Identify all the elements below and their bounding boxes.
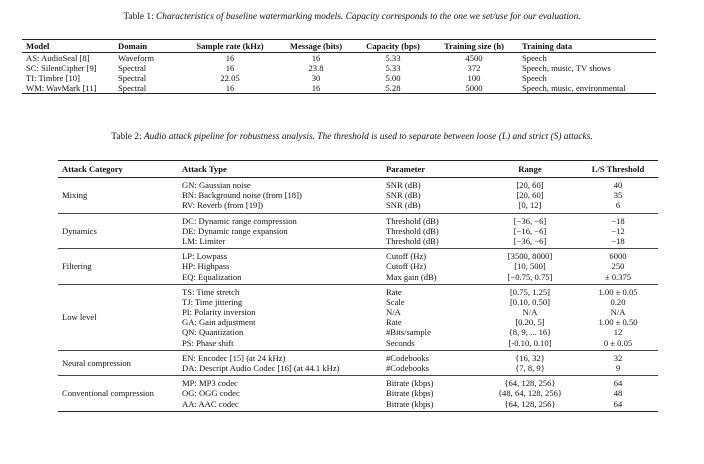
table2-cell-line: Max gain (dB) <box>386 271 437 282</box>
table2-cell-line: HP: Highpass <box>182 261 230 272</box>
table2-cell-line: 6000 <box>609 251 627 262</box>
table1-cell: 5.00 <box>385 73 401 83</box>
table1-cell: 372 <box>467 63 481 73</box>
table2-cell-line: [−16, −6] <box>513 225 547 236</box>
table2-cell <box>578 284 658 350</box>
table2-cell <box>482 249 578 285</box>
table2-cell-line: 12 <box>613 327 623 338</box>
table2-cell-line: 48 <box>613 388 623 399</box>
table2-cell-line: {16, 32} <box>515 352 545 363</box>
table1-cell: 4500 <box>465 53 483 63</box>
table2-cell-line: [0.75, 1.25] <box>509 286 551 297</box>
table2-cell-line: [20, 60] <box>516 180 544 190</box>
table2-cell-line: [−0.75, 0.75] <box>507 271 553 282</box>
table1-cell: Speech <box>522 73 547 83</box>
table2-cell-line: 32 <box>613 352 623 363</box>
table2-cell-line: 250 <box>611 261 625 272</box>
table2-cell-line: [10, 500] <box>514 261 546 272</box>
table2-cell <box>578 350 658 375</box>
table1-cell: Speech, music, TV shows <box>522 63 611 73</box>
table1-cell: 22.05 <box>220 73 240 83</box>
table2-cell-line: [0.10, 0.50] <box>509 296 551 307</box>
table2-cell-line: Scale <box>386 296 405 307</box>
table2-cell-line: OG: OGG codec <box>182 388 240 399</box>
table1-header-cell: Capacity (bps) <box>356 40 430 53</box>
table2-cell-line: {8, 9, ... 16} <box>508 327 552 338</box>
table2-cell <box>178 284 382 350</box>
table2-caption-label: Table 2: <box>111 132 142 142</box>
table2-cell-line: Seconds <box>386 337 415 348</box>
table2-cell-line: 6 <box>615 200 621 211</box>
table2-cell-line: DC: Dynamic range compression <box>182 215 297 226</box>
table2-cell-line: SNR (dB) <box>386 180 421 190</box>
table2-cell-line: 0 ± 0.05 <box>603 337 633 348</box>
table2-cell-line: Bitrate (kbps) <box>386 378 434 389</box>
table1-cell: TI: Timbre [10] <box>26 73 80 83</box>
table2-cell-line: Threshold (dB) <box>386 235 439 246</box>
table2-cell-line: Bitrate (kbps) <box>386 388 434 399</box>
table1-body <box>22 53 656 94</box>
table1-cell: Speech <box>522 53 547 63</box>
table2-cell-line: N/A <box>386 307 401 318</box>
table2-cell-line: Cutoff (Hz) <box>386 251 427 262</box>
table2-header-cell: Parameter <box>382 161 482 178</box>
table2-cell-line: #Codebooks <box>386 363 429 373</box>
table2-cell-line: 9 <box>615 363 621 373</box>
table-row <box>58 178 658 214</box>
table2-header-cell: Attack Type <box>178 161 382 178</box>
table1-cell: Spectral <box>118 63 147 73</box>
table2-cell-line: −12 <box>611 225 625 236</box>
table2-cell-line: SNR (dB) <box>386 200 421 211</box>
table2-cell-line: BN: Background noise (from [18]) <box>182 190 302 201</box>
table2-cell-line: Cutoff (Hz) <box>386 261 427 272</box>
table2-cell-line: TJ: Time jittering <box>182 296 243 307</box>
table2-cell-line: [0, 12] <box>518 200 542 211</box>
table2-cell-line: GN: Gaussian noise <box>182 180 251 190</box>
table1-cell: AS: AudioSeal [8] <box>26 53 90 63</box>
table1-cell: 16 <box>276 83 356 94</box>
table2-cell-line: Threshold (dB) <box>386 215 439 226</box>
table1-caption-text: Characteristics of baseline watermarking models. Capacity corresponds to the one we set/use for our evaluation. <box>156 12 581 22</box>
table2-cell-line: {64, 128, 256} <box>504 378 556 389</box>
table2-cell <box>578 178 658 214</box>
table2-cell-line: #Bits/sample <box>386 327 431 338</box>
table2-cell <box>178 376 382 412</box>
table2-cell <box>482 213 578 249</box>
table1-cell: 100 <box>467 73 481 83</box>
table1-cell: 16 <box>225 63 235 73</box>
table2-cell-line: 1.00 ± 0.05 <box>598 286 638 297</box>
attack-category: Conventional compression <box>58 376 178 412</box>
table-row <box>22 83 656 94</box>
table1-header-cell: Sample rate (kHz) <box>184 40 276 53</box>
table2-cell-line: EQ: Equalization <box>182 271 242 282</box>
table2-cell <box>482 284 578 350</box>
table1-cell: Spectral <box>118 73 147 83</box>
table-row <box>22 63 656 73</box>
table1-cell: 5.28 <box>356 83 430 94</box>
table-row <box>58 213 658 249</box>
table1-header-cell: Domain <box>114 40 184 53</box>
table2-cell-line: ± 0.375 <box>604 271 632 282</box>
table2-header-cell: Range <box>482 161 578 178</box>
attack-category: Dynamics <box>58 213 178 249</box>
table2-cell-line: −18 <box>611 235 625 246</box>
table2-caption-text: Audio attack pipeline for robustness analysis. The threshold is used to separate between loose (L) and strict (S) attacks. <box>143 132 593 142</box>
table2-header-cell: Attack Category <box>58 161 178 178</box>
table2-cell-line: [-0.10, 0.10] <box>508 337 552 348</box>
table2-cell <box>178 213 382 249</box>
table1-cell: SC: SilentCipher [9] <box>26 63 97 73</box>
table2-cell-line: Threshold (dB) <box>386 225 439 236</box>
table1-cell: 5.33 <box>385 63 401 73</box>
table1-cell: Waveform <box>118 53 155 63</box>
table1-header-cell: Message (bits) <box>276 40 356 53</box>
table2-cell-line: Bitrate (kbps) <box>386 398 434 409</box>
table2-cell-line: PS: Phase shift <box>182 337 234 348</box>
table2-cell-line: 64 <box>613 398 623 409</box>
table2-body <box>58 178 658 412</box>
table2 <box>58 160 658 412</box>
attack-category: Low level <box>58 284 178 350</box>
table1-cell: 30 <box>311 73 321 83</box>
table1-header-cell: Model <box>22 40 114 53</box>
table-row <box>22 53 656 64</box>
table2-cell-line: [0.20, 5] <box>515 317 545 328</box>
attack-category: Mixing <box>58 178 178 214</box>
table2-cell-line: −18 <box>611 215 625 226</box>
table2-cell-line: GA: Gain adjustment <box>182 317 256 328</box>
table1-caption-label: Table 1: <box>123 12 154 22</box>
table-row <box>58 350 658 375</box>
table2-cell <box>482 376 578 412</box>
table2-header-cell: L/S Threshold <box>578 161 658 178</box>
table1-cell: 16 <box>225 53 235 63</box>
table2-cell-line: LP: Lowpass <box>182 251 228 262</box>
table2-cell-line: LM: Limiter <box>182 235 226 246</box>
table2-cell-line: Rate <box>386 317 402 328</box>
table2-cell <box>578 249 658 285</box>
table2-cell <box>482 178 578 214</box>
table2-cell <box>382 284 482 350</box>
table-row <box>22 73 656 83</box>
table2-cell <box>178 350 382 375</box>
table2-cell <box>382 178 482 214</box>
table2-cell-line: [−36, −6] <box>513 235 547 246</box>
table2-cell <box>482 350 578 375</box>
table1-cell: WM: WavMark [11] <box>22 83 114 94</box>
table2-cell-line: AA: AAC codec <box>182 398 239 409</box>
table2-cell-line: DA: Descript Audio Codec [16] (at 44.1 kHz) <box>182 363 340 373</box>
table-row <box>58 284 658 350</box>
table1-caption <box>0 12 704 22</box>
table2-cell <box>578 213 658 249</box>
table2-cell-line: #Codebooks <box>386 352 429 363</box>
table2-cell-line: MP: MP3 codec <box>182 378 238 389</box>
table2-cell-line: RV: Reverb (from [19]) <box>182 200 264 211</box>
table1-cell: 16 <box>184 83 276 94</box>
table1-header-cell: Training data <box>518 40 656 53</box>
table2-cell <box>382 350 482 375</box>
table2-cell <box>178 178 382 214</box>
table2-cell-line: {64, 128, 256} <box>504 398 556 409</box>
table2-cell-line: Rate <box>386 286 402 297</box>
table1-cell: 5.33 <box>385 53 401 63</box>
table2-cell-line: N/A <box>610 307 626 318</box>
table2-cell-line: 0.20 <box>610 296 626 307</box>
table2-cell-line: DE: Dynamic range expansion <box>182 225 288 236</box>
table2-cell <box>578 376 658 412</box>
attack-category: Neural compression <box>58 350 178 375</box>
table2-cell-line: 64 <box>613 378 623 389</box>
table1-cell: 16 <box>311 53 321 63</box>
table2-cell-line: {7, 8, 9} <box>515 363 545 373</box>
table2-cell-line: TS: Time stretch <box>182 286 240 297</box>
table1-header-row <box>22 40 656 53</box>
table2-cell-line: N/A <box>522 307 538 318</box>
table2-cell-line: {48, 64, 128, 256} <box>497 388 563 399</box>
table2-cell-line: [3500, 8000] <box>507 251 553 262</box>
table2-cell <box>382 249 482 285</box>
table1 <box>22 39 656 94</box>
table2-cell-line: [−36, −6] <box>513 215 547 226</box>
table1-header-cell: Training size (h) <box>430 40 518 53</box>
table2-cell-line: SNR (dB) <box>386 190 421 201</box>
table2-cell <box>178 249 382 285</box>
table2-caption <box>0 132 704 142</box>
table2-cell <box>382 213 482 249</box>
table1-cell: Speech, music, environmental <box>518 83 656 94</box>
table2-cell-line: QN: Quantization <box>182 327 244 338</box>
table1-cell: 5000 <box>430 83 518 94</box>
table2-cell-line: 1.00 ± 0.50 <box>598 317 638 328</box>
table2-cell-line: 40 <box>613 180 623 190</box>
table2-cell-line: EN: Encodec [15] (at 24 kHz) <box>182 352 286 363</box>
table-row <box>58 249 658 285</box>
table-row <box>58 376 658 412</box>
table2-cell-line: [20, 60] <box>516 190 544 201</box>
attack-category: Filtering <box>58 249 178 285</box>
table1-cell: Spectral <box>114 83 184 94</box>
table2-cell-line: 35 <box>613 190 623 201</box>
table1-cell: 23.8 <box>308 63 324 73</box>
table2-header-row <box>58 161 658 178</box>
table2-cell-line: PI: Polarity inversion <box>182 307 256 318</box>
table2-cell <box>382 376 482 412</box>
